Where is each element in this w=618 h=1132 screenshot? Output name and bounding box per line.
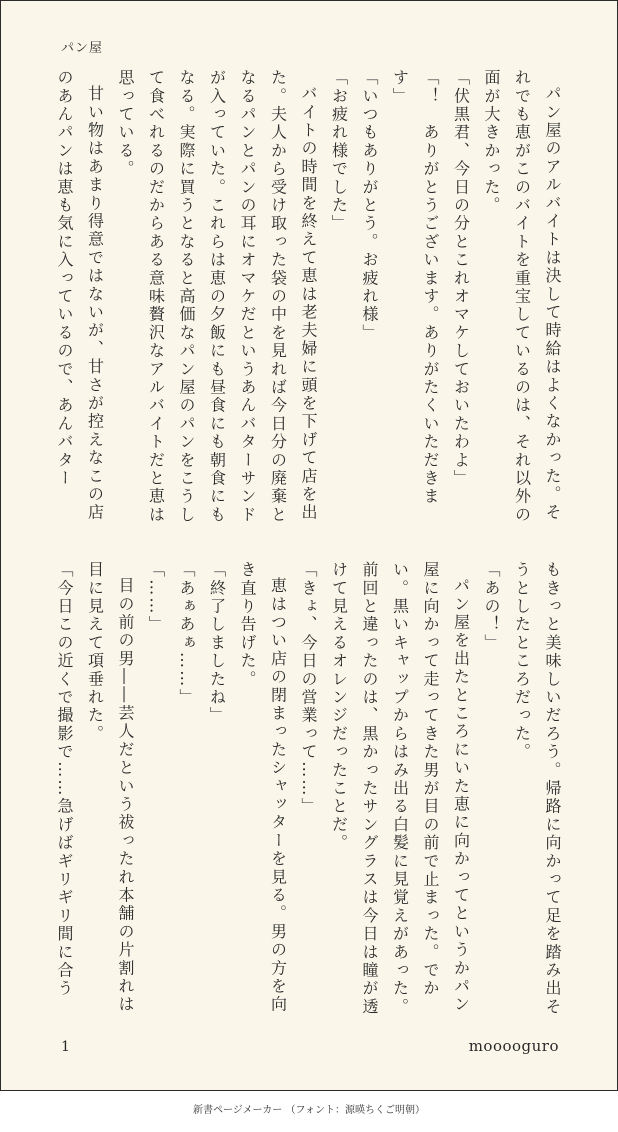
paragraph: パン屋を出たところにいた恵に向かってというかパン屋に向かって走ってきた男が目の前で止まった。でかい。黒いキャップからはみ出る白髪に見覚えがあった。前回と違ったのは、黒かったサングラスは今日は瞳が透けて見えるオレンジだったことだ。	[329, 561, 471, 1016]
dialogue-line: 「きょ、今日の営業って……」	[299, 561, 318, 816]
dialogue-line: 「伏黒君、今日の分とこれオマケしておいたわよ」	[451, 69, 471, 488]
paragraph: もきっと美味しいだろう。帰路に向かって足を踏み出そうとしたところだった。	[512, 561, 562, 1016]
dialogue-line: 「いつもありがとう。お疲れ様」	[360, 69, 379, 342]
upper-text-block	[47, 69, 567, 527]
paragraph: パン屋のアルバイトは決して時給はよくなかった。それでも恵がこのバイトを重宝しているのは、それ以外の面が大きかった。	[482, 69, 562, 524]
paragraph: バイトの時間を終えて恵は老夫婦に頭を下げて店を出た。夫人から受け取った袋の中を見れば今日分の廃棄となるパンとパンの耳にオマケだというあんバターサンドが入っていた。これらは恵の夕飯にも昼食にも朝食にもなる。実際に買うとなると高価なパン屋のパンをこうして食べれるのだからある意味贅沢なアルバイトだと恵は思っている。	[116, 69, 318, 524]
author-name: mooooguro	[468, 1037, 559, 1055]
lower-text-block	[47, 561, 567, 1017]
dialogue-line: 「あの！」	[482, 561, 501, 652]
running-title: パン屋	[61, 41, 104, 56]
dialogue-line: 「！ ありがとうございます。ありがたくいただきます」	[390, 69, 440, 506]
paragraph: 目の前の男――芸人だという祓ったれ本舗の片割れは目に見えて項垂れた。	[85, 561, 135, 1014]
paragraph: 甘い物はあまり得意ではないが、甘さが控えなこの店のあんパンは恵も気に入っているので、あんバター	[55, 69, 105, 522]
paragraph: 恵はつい店の閉まったシャッターを見る。男の方を向き直り告げた。	[238, 561, 288, 1014]
page-number: 1	[61, 1039, 70, 1055]
dialogue-line: 「お疲れ様でした」	[329, 69, 349, 233]
generator-credit: 新書ページメーカー （フォント：源暎ちくご明朝）	[193, 1105, 425, 1116]
dialogue-line: 「今日この近くで撮影で……急げばギリギリ間に合う	[55, 561, 74, 998]
dialogue-line: 「あぁあぁ……」	[177, 561, 196, 707]
dialogue-line: 「……」	[146, 561, 166, 634]
dialogue-line: 「終了しましたね」	[207, 561, 227, 725]
